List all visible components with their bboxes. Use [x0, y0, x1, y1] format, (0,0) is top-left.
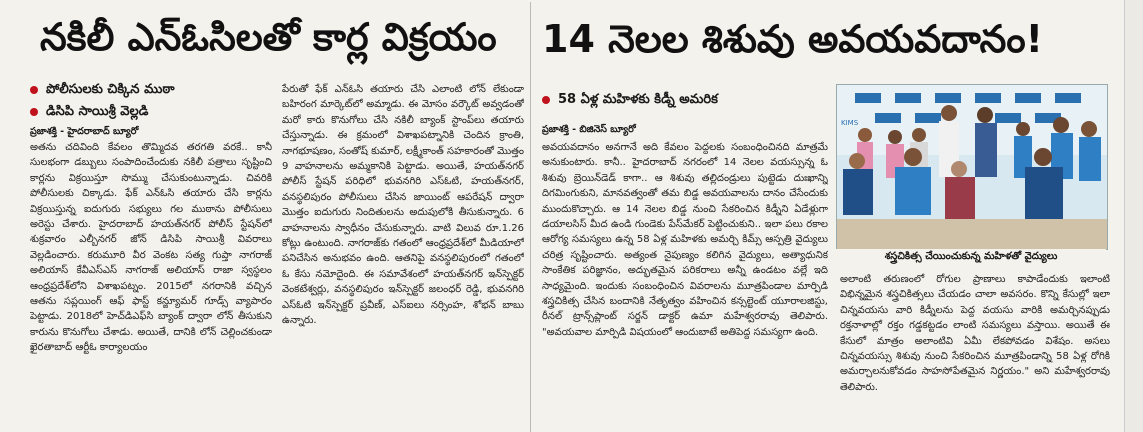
- left-body-col1: అతను చదివింది కేవలం తొమ్మిదవ తరగతి వరకే.. కానీ సులభంగా డబ్బులు సంపాదించేందుకు నకిలీ పత్రాలు సృష్టించి కార్లను విక్రయిస్తూ సొమ్ము చేసుకుంటున్నాడు. చివరికి పోలీసులకు చిక్కాడు. ఫేక్ ఎన్‌ఓసి తయారు చేసి కార్లను విక్రయిస్తున్న ఐదుగురు సభ్యులు గల ముఠాను పోలీసులు అరెస్టు చేశారు. హైదరాబాద్ హయత్‌నగర్ పోలీస్ స్టేషన్‌లో శుక్రవారం ఎల్బీనగర్ జోన్ డిసిపి సాయిశ్రీ వివరాలు వెల్లడించారు. కరుమూరి వీర వెంకట సత్య గుప్తా నాగరాజ్ అలియాస్ కేవీఎస్ఎస్ నాగరాజ్ అలియాస్ రాజా స్వస్థలం ఆంధ్రప్రదేశ్‌లోని విశాఖపట్నం. 2015లో నగరానికి వచ్చిన ఆతను సప్లయింగ్ ఆఫ్ ఫాస్ట్ కన్జ్యూమర్ గూడ్స్ వ్యాపారం పెట్టాడు. 2018లో హెచ్‌డిఎఫ్‌సి బ్యాంక్ ద్వారా లోన్ తీసుకుని కారును కొనుగోలు చేశాడు. అయితే, దానికి లోన్ చెల్లించకుండా ఖైరతాబాద్ ఆర్టీఓ కార్యాలయం: [30, 142, 272, 354]
- left-bullet-1: పోలీసులకు చిక్కిన ముఠా: [30, 82, 175, 100]
- bullet-dot-icon: [542, 96, 550, 104]
- doctors-group-photo: [837, 85, 1107, 249]
- adjacent-page-edge: [1124, 0, 1143, 432]
- column-divider: [530, 2, 531, 432]
- right-body-col2: అలాంటి తరుణంలో రోగుల ప్రాణాలు కాపాడేందుకు ఇలాంటి విభిన్నమైన శస్త్రచికిత్సలు చేయడం చాలా అవసరం. కొన్ని కేసుల్లో ఇలా చిన్నవయసు వారి కిడ్నీలను పెద్ద వయసు వారికి అమర్చినప్పుడు రక్తనాళాల్లో రక్తం గడ్డకట్టడం లాంటి సమస్యలు వస్తాయి. అయితే ఈ కేసులో మాత్రం అలాంటివి ఏమీ లేకపోవడం విశేషం. అసలు చిన్నవయస్సు శిశువు నుంచి సేకరించిన మూత్రపిండాన్ని 58 ఏళ్ల రోగికి అమర్చాలనుకోవడం సాహసోపేతమైన నిర్ణయం." అని మహేశ్వరరావు తెలిపారు.: [840, 274, 1110, 393]
- bullet-dot-icon: [30, 108, 38, 116]
- bullet-dot-icon: [30, 86, 38, 94]
- left-body-col2: పేరుతో ఫేక్ ఎన్ఓసి తయారు చేసి ఎలాంటి లోన్ లేకుండా బహిరంగ మార్కెట్‌లో అమ్మాడు. ఈ మోసం వర్కౌట్ అవ్వడంతో మరో కారు కొనుగోలు చేసి నకిలీ బ్యాంక్ స్టాంప్‌లు తయారు చేస్తున్నాడు. ఈ క్రమంలో విశాఖపట్నానికి చెందిన క్రాంతి, నాగభూషణం, సంతోష్ కుమార్, లక్ష్మీకాంత్ సహకారంతో మొత్తం 9 వాహనాలను అమ్మకానికి పెట్టాడు. అయితే, హయత్‌నగర్ పోలీస్ స్టేషన్ పరిధిలో భువనగిరి ఎస్ఓటి, హయత్‌నగర్, వనస్థలిపురం పోలీసులు చేసిన జాయింట్ ఆపరేషన్ ద్వారా మొత్తం ఐదుగురు నిందితులను అదుపులోకి తీసుకున్నారు. 6 వాహనాలను స్వాధీనం చేసుకున్నారు. వాటి విలువ రూ.1.26 కోట్లు ఉంటుంది. నాగరాజ్‌కు గతంలో ఆంధ్రప్రదేశ్‌లో మీడియాలో పనిచేసిన అనుభవం ఉంది. ఆతనిపై వనస్థలిపురంలో గతంలో ఓ కేసు నమోదైంది. ఈ సమావేశంలో హయత్‌నగర్ ఇన్‌స్పెక్టర్ వెంకటేశ్వర్లు, వనస్థలిపురం ఇన్‌స్పెక్టర్ జలంధర్ రెడ్డి, భువనగిరి ఎస్ఓటి ఇన్‌స్పెక్టర్ ప్రవీణ్, ఎస్ఐలు నర్సింహ, శోభన్ బాబు ఉన్నారు.: [282, 84, 524, 327]
- right-dateline: ప్రజాశక్తి - బిజినెస్ బ్యూరో: [542, 124, 636, 135]
- right-bullet-1: 58 ఏళ్ల మహిళకు కిడ్నీ అమరిక: [542, 92, 718, 110]
- right-headline: 14 నెలల శిశువు అవయవదానం!: [542, 17, 1043, 61]
- left-dateline: ప్రజాశక్తి - హైదరాబాద్ బ్యూరో: [30, 126, 139, 137]
- left-bullet-2: డిసిపి సాయిశ్రీ వెల్లడి: [30, 104, 148, 122]
- svg-text:KIMS: KIMS: [841, 119, 859, 127]
- photo-caption: శస్త్రచికిత్స చేయించుకున్న మహిళతో వైద్యులు: [836, 249, 1106, 265]
- right-body-col1: అవయవదానం అనగానే అది కేవలం పెద్దలకు సంబంధించినది మాత్రమే అనుకుంటారు. కానీ.. హైదరాబాద్ నగరంలో 14 నెలల వయస్సున్న ఓ శిశువు బ్రెయిన్‌డెడ్ కాగా.. ఆ శిశువు తల్లిదండ్రులు పుట్టెడు దుఃఖాన్ని దిగమింగుకుని, మానవత్వంతో తమ బిడ్డ అవయవాలను దానం చేసేందుకు ముందుకొచ్చారు. ఆ 14 నెలల బిడ్డ నుంచి సేకరించిన కిడ్నీని ఏడేళ్లుగా డయాలసిస్ మీద ఉండి గుండెకు పేస్‌మేకర్ పెట్టించుకుని.. ఇలా పలు రకాల ఆరోగ్య సమస్యలు ఉన్న 58 ఏళ్ల మహిళకు అమర్చి కిమ్స్ ఆస్పత్రి వైద్యులు చరిత్ర సృష్టించారు. అత్యంత నైపుణ్యం కలిగిన వైద్యులు, అత్యాధునిక సాంకేతిక పరిజ్ఞానం, అద్భుతమైన పరికరాలు అన్నీ ఉండటం వల్లే ఇది సాధ్యమైంది. ఇందుకు సంబంధించిన వివరాలను మూత్రపిండాల మార్పిడి శస్త్రచికిత్స చేసిన బందానికి నేతృత్వం వహించిన కన్సల్టెంట్ యూరాలజిస్టు, రీనల్ ట్రాన్స్‌ప్లాంట్ సర్జన్ డాక్టర్ ఉమా మహేశ్వరరావు తెలిపారు. "అవయవాల మార్పిడి విషయంలో ఆందుబాటే అతిపెద్ద సమస్యగా ఉంది.: [542, 142, 828, 338]
- news-photo: [836, 84, 1108, 250]
- left-headline: నకిలీ ఎన్‌ఓసిలతో కార్ల విక్రయం: [40, 15, 497, 59]
